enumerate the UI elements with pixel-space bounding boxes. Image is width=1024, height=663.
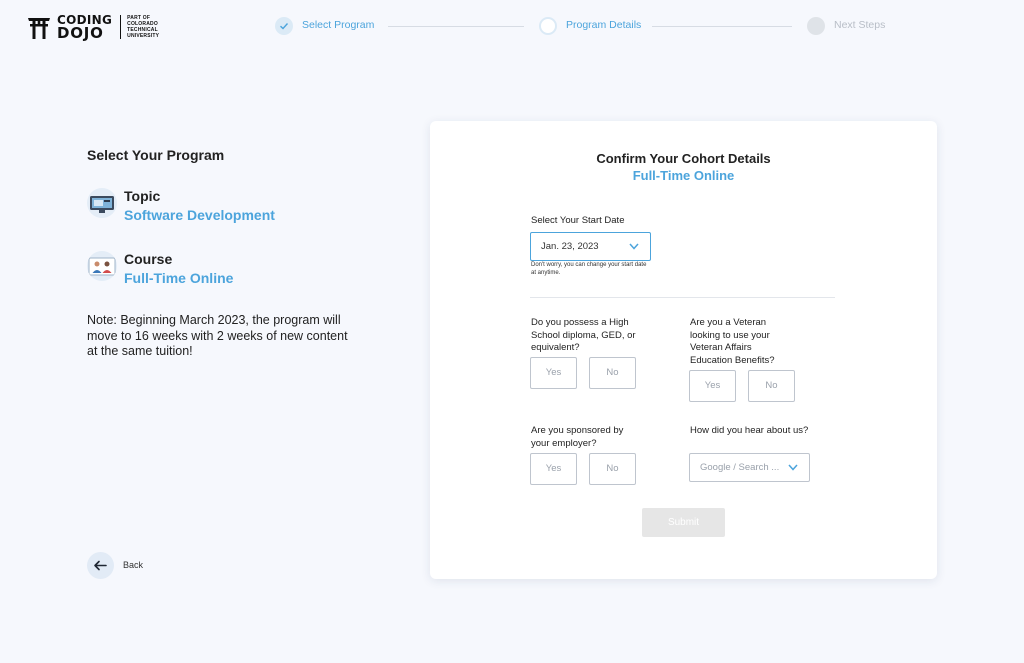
start-date-select[interactable]: [530, 232, 651, 261]
diploma-no-button[interactable]: No: [589, 357, 636, 389]
logo-sub-1: PART OF: [127, 15, 151, 21]
diploma-yes-button[interactable]: Yes: [530, 357, 577, 389]
step-2-label[interactable]: Program Details: [566, 19, 642, 31]
start-date-value: Jan. 23, 2023: [541, 241, 599, 252]
hear-about-value: Google / Search ...: [700, 462, 780, 473]
step-1-label[interactable]: Select Program: [302, 19, 375, 31]
arrow-left-icon: [87, 552, 114, 579]
step-connector-2: [652, 26, 792, 27]
program-note: Note: Beginning March 2023, the program will move to 16 weeks with 2 weeks of new content at the same tuition!: [87, 313, 348, 358]
veteran-question: Are you a Veteran looking to use your Veteran Affairs Education Benefits?: [690, 317, 775, 366]
step-3-upcoming-icon: [807, 17, 825, 35]
video-call-icon: [87, 251, 117, 281]
course-item: [87, 251, 317, 291]
sponsored-question: Are you sponsored by your employer?: [531, 425, 624, 449]
progress-stepper: [0, 17, 1024, 37]
veteran-no-button[interactable]: No: [748, 370, 795, 402]
logo-sub-2: COLORADO: [127, 21, 158, 27]
course-value: Full-Time Online: [124, 270, 234, 286]
logo-line1: CODING: [57, 12, 113, 27]
logo-sub-3: TECHNICAL: [127, 27, 158, 33]
veteran-yes-button[interactable]: Yes: [689, 370, 736, 402]
card-title: Confirm Your Cohort Details: [596, 151, 771, 166]
step-3-label: Next Steps: [834, 19, 886, 31]
select-program-heading: Select Your Program: [87, 147, 225, 163]
topic-title: Topic: [124, 188, 161, 204]
step-connector-1: [388, 26, 524, 27]
hear-question: How did you hear about us?: [690, 425, 809, 436]
start-date-hint: Don't worry, you can change your start date at anytime.: [531, 262, 647, 276]
cohort-details-card: [430, 121, 937, 579]
topic-value: Software Development: [124, 207, 275, 223]
sponsored-yes-button[interactable]: Yes: [530, 453, 577, 485]
header: [0, 0, 1024, 52]
sponsored-no-button[interactable]: No: [589, 453, 636, 485]
card-subtitle: Full-Time Online: [632, 168, 735, 183]
back-label[interactable]: Back: [123, 560, 144, 570]
topic-item: [87, 188, 317, 228]
course-title: Course: [124, 251, 173, 267]
hear-about-select[interactable]: [689, 453, 810, 482]
start-date-label: Select Your Start Date: [531, 215, 625, 226]
logo-sub-4: UNIVERSITY: [127, 33, 160, 39]
step-1-check-icon: [275, 17, 293, 35]
submit-button[interactable]: Submit: [642, 508, 725, 537]
monitor-icon: [87, 188, 117, 218]
chevron-down-icon: [629, 243, 639, 250]
divider: [530, 297, 835, 298]
logo-line2: DOJO: [57, 23, 104, 42]
diploma-question: Do you possess a High School diploma, GED, or equivalent?: [531, 317, 636, 353]
step-2-current-icon: [539, 17, 557, 35]
chevron-down-icon: [788, 464, 798, 471]
back-button[interactable]: [87, 552, 114, 579]
